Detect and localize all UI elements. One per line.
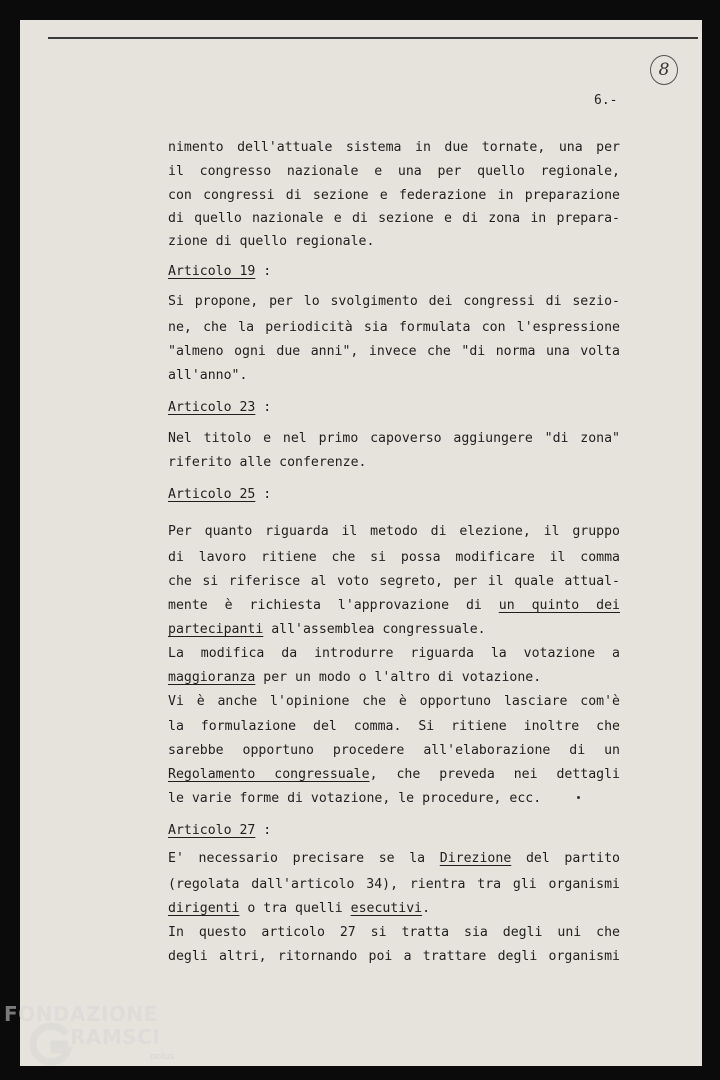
text-line: sarebbe opportuno procedere all'elaborazione di un bbox=[168, 743, 620, 758]
text-line: La modifica da introdurre riguarda la votazione a bbox=[168, 646, 620, 661]
article-heading bbox=[168, 399, 271, 417]
article-heading-title: Articolo 25 bbox=[168, 487, 256, 502]
text-run: del partito bbox=[525, 851, 620, 866]
logo-onlus: onlus bbox=[150, 1052, 175, 1062]
text-line: riferito alle conferenze. bbox=[168, 455, 367, 470]
text-run: per un modo o l'altro di votazione. bbox=[263, 670, 542, 685]
text-run: . bbox=[422, 901, 431, 916]
text-line bbox=[168, 900, 620, 918]
text-line: con congressi di sezione e federazione in preparazione bbox=[168, 188, 620, 203]
underlined-text: un quinto dei bbox=[498, 598, 620, 613]
text-line: zione di quello regionale. bbox=[168, 234, 375, 249]
heading-colon: : bbox=[263, 823, 272, 838]
text-run: mente è richiesta l'approvazione di bbox=[168, 598, 482, 613]
logo-text-line1: FONDAZIONE bbox=[4, 1002, 158, 1026]
underlined-text: Direzione bbox=[439, 851, 512, 866]
text-line: di lavoro ritiene che si possa modificare il comma bbox=[168, 550, 620, 565]
page-number: 6.- bbox=[594, 93, 618, 108]
text-line: Vi è anche l'opinione che è opportuno lasciare com'è bbox=[168, 694, 620, 709]
article-heading bbox=[168, 822, 271, 840]
text-line: In questo articolo 27 si tratta sia degli uni che bbox=[168, 925, 620, 940]
text-line: nimento dell'attuale sistema in due tornate, una per bbox=[168, 140, 620, 155]
text-line bbox=[168, 850, 620, 868]
ink-dot bbox=[577, 796, 580, 799]
text-run: all'assemblea congressuale. bbox=[271, 622, 486, 637]
underlined-text: esecutivi bbox=[350, 901, 423, 916]
text-line: il congresso nazionale e una per quello regionale, bbox=[168, 164, 620, 179]
page-stamp: 8 bbox=[650, 55, 678, 85]
text-line bbox=[168, 621, 620, 639]
article-heading bbox=[168, 263, 271, 281]
text-line: all'anno". bbox=[168, 368, 248, 383]
text-line: Per quanto riguarda il metodo di elezione, il gruppo bbox=[168, 524, 620, 539]
top-rule bbox=[48, 37, 698, 39]
underlined-text: partecipanti bbox=[168, 622, 264, 637]
text-run: o tra quelli bbox=[247, 901, 343, 916]
text-run: E' necessario precisare se la bbox=[168, 851, 426, 866]
text-line: Nel titolo e nel primo capoverso aggiungere "di zona" bbox=[168, 431, 620, 446]
article-heading bbox=[168, 486, 271, 504]
underlined-text: Regolamento congressuale bbox=[168, 767, 370, 782]
text-run: , che preveda nei dettagli bbox=[369, 767, 620, 782]
heading-colon: : bbox=[263, 264, 272, 279]
underlined-text: dirigenti bbox=[168, 901, 240, 916]
logo-text-line2: RAMSCI bbox=[70, 1025, 161, 1049]
fondazione-gramsci-logo bbox=[4, 1000, 204, 1080]
text-line: la formulazione del comma. Si ritiene inoltre che bbox=[168, 719, 620, 734]
text-line bbox=[168, 597, 620, 615]
article-heading-title: Articolo 19 bbox=[168, 264, 256, 279]
heading-colon: : bbox=[263, 487, 272, 502]
text-line: le varie forme di votazione, le procedure, ecc. bbox=[168, 791, 542, 806]
text-line bbox=[168, 669, 620, 687]
logo-g-icon bbox=[28, 1022, 74, 1068]
text-line: che si riferisce al voto segreto, per il quale attual- bbox=[168, 574, 620, 589]
heading-colon: : bbox=[263, 400, 272, 415]
text-line: di quello nazionale e di sezione e di zona in prepara- bbox=[168, 211, 620, 226]
text-line: (regolata dall'articolo 34), rientra tra gli organismi bbox=[168, 877, 620, 892]
text-line: ne, che la periodicità sia formulata con l'espressione bbox=[168, 320, 620, 335]
text-line bbox=[168, 766, 620, 784]
article-heading-title: Articolo 27 bbox=[168, 823, 256, 838]
text-line: degli altri, ritornando poi a trattare degli organismi bbox=[168, 949, 620, 964]
text-line: "almeno ogni due anni", invece che "di norma una volta bbox=[168, 344, 620, 359]
underlined-text: maggioranza bbox=[168, 670, 256, 685]
article-heading-title: Articolo 23 bbox=[168, 400, 256, 415]
text-line: Si propone, per lo svolgimento dei congressi di sezio- bbox=[168, 294, 620, 309]
